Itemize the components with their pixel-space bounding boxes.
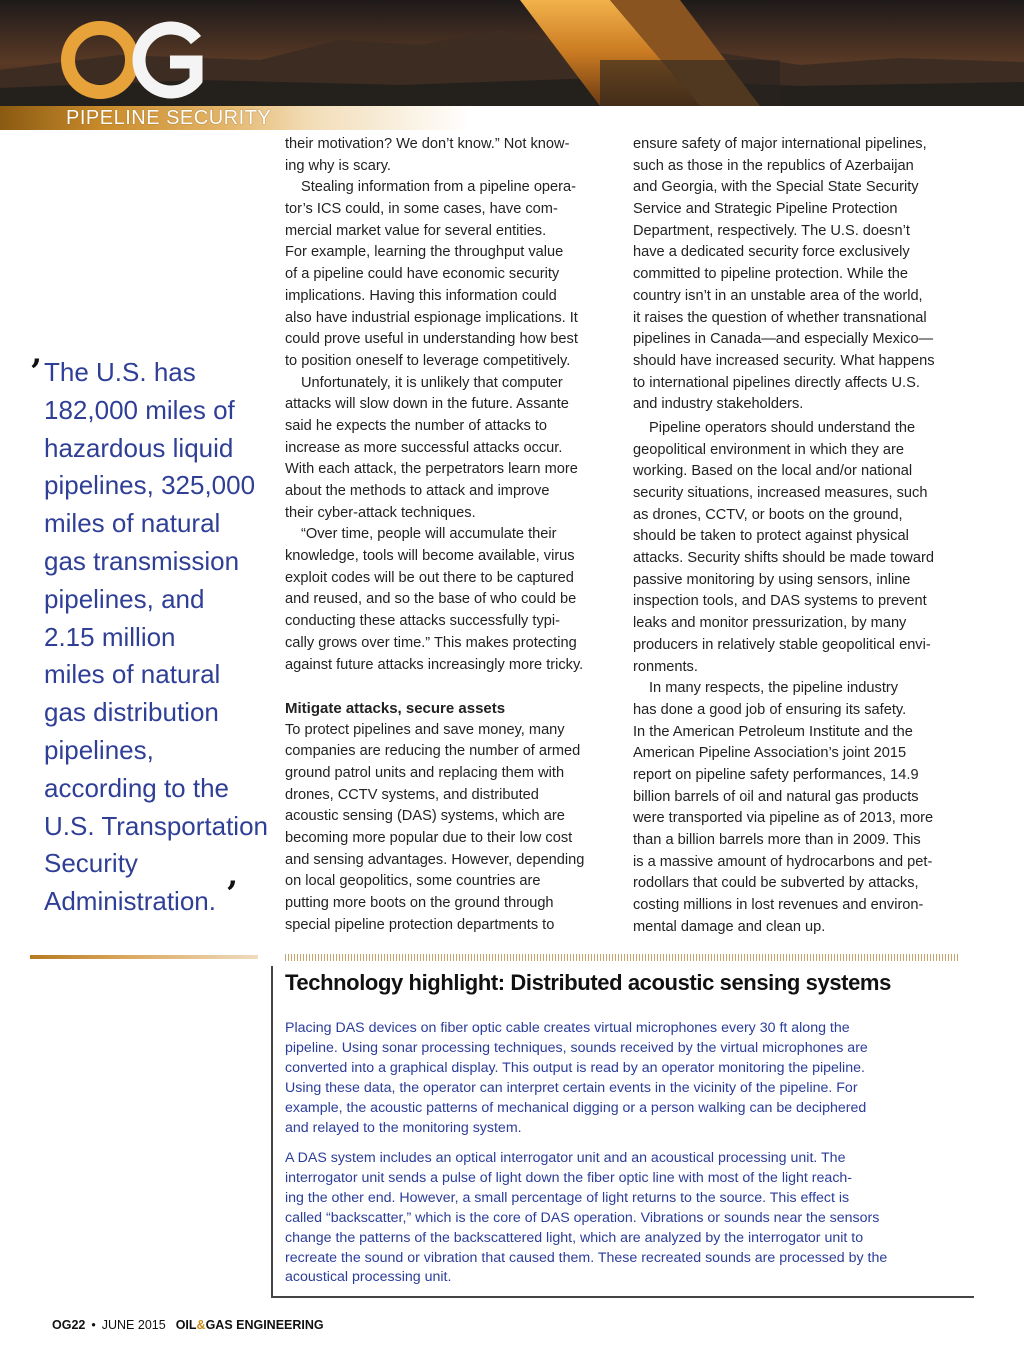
pullquote-line: gas distribution bbox=[44, 697, 219, 728]
pullquote-line: Administration. bbox=[44, 886, 216, 917]
body-line: attacks will slow down in the future. Assante bbox=[285, 396, 569, 413]
pullquote-line: pipelines, 325,000 bbox=[44, 470, 256, 501]
spacer-line bbox=[285, 676, 615, 698]
body-line: companies are reducing the number of armed bbox=[285, 743, 581, 760]
body-line: against future attacks increasingly more tricky. bbox=[285, 656, 584, 673]
pullquote-line: miles of natural bbox=[44, 659, 221, 690]
highlight-line: ing the other end. However, a small percentage of light returns to the source. This effect is bbox=[285, 1189, 850, 1206]
issue-date: JUNE 2015 bbox=[101, 1318, 166, 1332]
article-column-2 bbox=[633, 134, 963, 938]
body-line: conducting these attacks successfully typi- bbox=[285, 613, 560, 630]
highlight-line: A DAS system includes an optical interrogator unit and an acoustical processing unit. The bbox=[285, 1150, 846, 1166]
body-line: increase as more successful attacks occur. bbox=[285, 439, 563, 456]
body-line: about the methods to attack and improve bbox=[285, 483, 550, 499]
highlight-line: interrogator unit sends a pulse of light down the fiber optic line with most of the light reach- bbox=[285, 1169, 853, 1186]
body-line: Pipeline operators should understand the bbox=[649, 419, 916, 436]
body-line: and Georgia, with the Special State Security bbox=[633, 179, 919, 196]
body-line: committed to pipeline protection. While the bbox=[633, 266, 908, 283]
body-line: rodollars that could be subverted by attacks, bbox=[633, 875, 919, 892]
body-line: working. Based on the local and/or national bbox=[633, 463, 913, 480]
pullquote bbox=[44, 354, 268, 921]
body-line: attacks. Security shifts should be made toward bbox=[633, 550, 934, 567]
body-line: to position oneself to leverage competitively. bbox=[285, 352, 571, 369]
pullquote-line: pipelines, and bbox=[44, 583, 205, 614]
magazine-name-part: GAS ENGINEERING bbox=[205, 1318, 324, 1332]
pullquote-line: miles of natural bbox=[44, 508, 221, 539]
body-line: “Over time, people will accumulate their bbox=[301, 526, 557, 543]
body-line: on local geopolitics, some countries are bbox=[285, 873, 541, 890]
body-line: cally grows over time.” This makes protecting bbox=[285, 634, 577, 651]
page-footer bbox=[52, 1318, 324, 1332]
body-line: Service and Strategic Pipeline Protection bbox=[633, 201, 898, 218]
body-line: as drones, CCTV, or boots on the ground, bbox=[633, 506, 903, 523]
body-line: Unfortunately, it is unlikely that computer bbox=[301, 374, 563, 391]
footer-separator: • bbox=[91, 1318, 96, 1332]
highlight-line: converted into a graphical display. This output is read by an operator monitoring the pipeline. bbox=[285, 1059, 865, 1076]
body-line: also have industrial espionage implications. It bbox=[285, 309, 578, 326]
body-line: leaks and monitor pressurization, by many bbox=[633, 615, 907, 632]
body-line: geopolitical environment in which they are bbox=[633, 441, 904, 458]
body-line: ronments. bbox=[633, 658, 698, 675]
og-logo bbox=[58, 20, 208, 100]
body-line: ensure safety of major international pipelines, bbox=[633, 136, 927, 152]
pullquote-line: hazardous liquid bbox=[44, 432, 234, 463]
pullquote-close-mark: ’ bbox=[226, 874, 238, 914]
body-line: drones, CCTV systems, and distributed bbox=[285, 786, 539, 803]
section-title: PIPELINE SECURITY bbox=[66, 107, 272, 129]
body-line: security situations, increased measures, such bbox=[633, 485, 928, 501]
body-line: their cyber-attack techniques. bbox=[285, 504, 476, 521]
highlight-title: Technology highlight: Distributed acoustic sensing systems bbox=[285, 970, 891, 995]
highlight-line: pipeline. Using sonar processing techniques, sounds received by the virtual microphones are bbox=[285, 1039, 868, 1056]
body-line: to international pipelines directly affects U.S. bbox=[633, 374, 920, 391]
body-line: special pipeline protection departments to bbox=[285, 916, 555, 933]
highlight-paragraph-2 bbox=[285, 1149, 965, 1288]
body-line: should have increased security. What happens bbox=[633, 352, 935, 369]
body-line: mercial market value for several entities. bbox=[285, 222, 547, 239]
highlight-line: example, the acoustic patterns of mechanical digging or a person walking can be deciphered bbox=[285, 1099, 867, 1116]
pullquote-line: U.S. Transportation bbox=[44, 810, 268, 841]
magazine-name bbox=[166, 1318, 324, 1332]
pullquote-line: according to the bbox=[44, 772, 230, 803]
body-line: Department, respectively. The U.S. doesn’t bbox=[633, 222, 910, 239]
body-line: becoming more popular due to their low cost bbox=[285, 830, 573, 846]
pullquote-line: gas transmission bbox=[44, 545, 240, 576]
body-line: To protect pipelines and save money, many bbox=[285, 721, 565, 738]
pullquote-divider bbox=[30, 955, 258, 959]
body-line: With each attack, the perpetrators learn more bbox=[285, 461, 578, 478]
body-line: For example, learning the throughput value bbox=[285, 244, 564, 261]
body-line: of a pipeline could have economic security bbox=[285, 266, 560, 283]
body-line: their motivation? We don’t know.” Not know- bbox=[285, 136, 570, 152]
pullquote-line: pipelines, bbox=[44, 734, 154, 765]
body-line: putting more boots on the ground through bbox=[285, 895, 554, 912]
body-line: report on pipeline safety performances, 14.9 bbox=[633, 766, 919, 783]
body-line: passive monitoring by using sensors, inline bbox=[633, 571, 911, 588]
highlight-line: change the patterns of the backscattered light, which are analyzed by the interrogator unit to bbox=[285, 1229, 864, 1246]
highlight-line: acoustical processing unit. bbox=[285, 1269, 452, 1286]
highlight-dashed-rule bbox=[285, 954, 958, 961]
pullquote-line: Security bbox=[44, 848, 138, 879]
highlight-line: and relayed to the monitoring system. bbox=[285, 1119, 522, 1136]
body-line: costing millions in lost revenues and environ- bbox=[633, 897, 924, 914]
body-line: inspection tools, and DAS systems to prevent bbox=[633, 593, 927, 610]
body-line: is a massive amount of hydrocarbons and pet- bbox=[633, 853, 933, 870]
page-number: OG22 bbox=[52, 1318, 86, 1332]
magazine-name-part: OIL bbox=[175, 1318, 197, 1332]
highlight-line: called “backscatter,” which is the core of DAS operation. Vibrations or sounds near the sensors bbox=[285, 1209, 880, 1226]
body-line: and reused, and so the base of who could be bbox=[285, 591, 577, 608]
pullquote-line: 2.15 million bbox=[44, 621, 176, 652]
body-line: should be taken to protect against physical bbox=[633, 528, 909, 545]
body-line: tor’s ICS could, in some cases, have com- bbox=[285, 201, 558, 218]
highlight-line: recreate the sound or vibration that caused them. These recreated sounds are processed by the bbox=[285, 1249, 888, 1266]
subhead: Mitigate attacks, secure assets bbox=[285, 699, 506, 717]
body-line: ground patrol units and replacing them with bbox=[285, 764, 565, 781]
body-line: acoustic sensing (DAS) systems, which are bbox=[285, 808, 565, 825]
body-line: has done a good job of ensuring its safety. bbox=[633, 701, 907, 718]
body-line: than a billion barrels more than in 2009. This bbox=[633, 832, 921, 848]
body-line: billion barrels of oil and natural gas products bbox=[633, 788, 919, 805]
pullquote-line: 182,000 miles of bbox=[44, 394, 235, 425]
body-line: producers in relatively stable geopolitical envi- bbox=[633, 636, 931, 653]
body-line: it raises the question of whether transnational bbox=[633, 309, 927, 326]
body-line: were transported via pipeline as of 2013, more bbox=[633, 810, 934, 827]
body-line: have a dedicated security force exclusively bbox=[633, 244, 910, 261]
highlight-paragraph-1 bbox=[285, 1019, 965, 1138]
body-line: pipelines in Canada—and especially Mexico— bbox=[633, 331, 934, 348]
body-line: said he expects the number of attacks to bbox=[285, 417, 548, 434]
body-line: such as those in the republics of Azerbaijan bbox=[633, 157, 914, 174]
body-line: knowledge, tools will become available, virus bbox=[285, 548, 575, 565]
body-line: could prove useful in understanding how best bbox=[285, 331, 578, 348]
body-line: ing why is scary. bbox=[285, 157, 391, 174]
body-line: American Pipeline Association’s joint 2015 bbox=[633, 745, 907, 762]
body-line: Stealing information from a pipeline opera- bbox=[301, 179, 577, 196]
highlight-line: Placing DAS devices on fiber optic cable creates virtual microphones every 30 ft along the bbox=[285, 1020, 850, 1036]
body-line: In many respects, the pipeline industry bbox=[649, 680, 899, 697]
body-line: and industry stakeholders. bbox=[633, 396, 804, 413]
body-line: implications. Having this information could bbox=[285, 287, 557, 304]
body-line: country isn’t in an unstable area of the world, bbox=[633, 287, 923, 304]
body-line: exploit codes will be out there to be captured bbox=[285, 569, 574, 586]
magazine-ampersand: & bbox=[196, 1318, 206, 1332]
article-column-1 bbox=[285, 134, 615, 936]
body-line: mental damage and clean up. bbox=[633, 918, 826, 935]
highlight-line: Using these data, the operator can interpret certain events in the vicinity of the pipeline. For bbox=[285, 1079, 858, 1096]
pullquote-line: The U.S. has bbox=[44, 357, 196, 387]
body-line: In the American Petroleum Institute and the bbox=[633, 723, 913, 740]
body-line: and sensing advantages. However, depending bbox=[285, 851, 585, 868]
pullquote-open-mark: ’ bbox=[30, 352, 42, 392]
